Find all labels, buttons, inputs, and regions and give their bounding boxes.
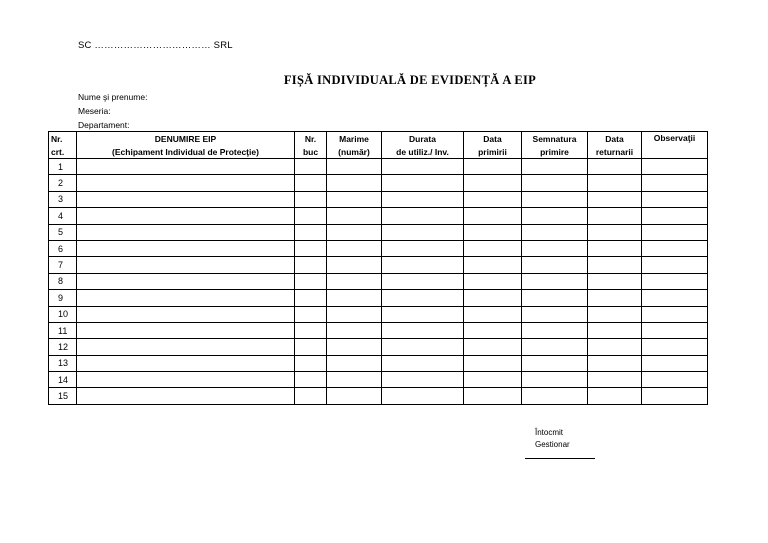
occupation-field-label: Meseria:	[78, 106, 111, 116]
table-cell	[295, 257, 327, 273]
table-row	[49, 290, 708, 306]
table-cell	[327, 372, 382, 388]
table-row	[49, 208, 708, 224]
header-durata-line2: de utiliz./ Inv.	[382, 145, 464, 159]
table-cell	[522, 240, 588, 256]
row-number: 9	[49, 290, 77, 306]
table-cell	[588, 191, 642, 207]
header-semnatura-line1: Semnatura	[522, 132, 588, 146]
row-number: 14	[49, 372, 77, 388]
table-cell	[588, 273, 642, 289]
table-cell	[295, 388, 327, 404]
table-cell	[382, 191, 464, 207]
table-cell	[382, 159, 464, 175]
table-cell	[382, 355, 464, 371]
table-cell	[327, 208, 382, 224]
table-cell	[77, 388, 295, 404]
table-cell	[295, 159, 327, 175]
table-cell	[464, 191, 522, 207]
table-cell	[382, 306, 464, 322]
table-cell	[522, 175, 588, 191]
company-name: SC ……………………………… SRL	[78, 40, 233, 51]
table-cell	[522, 372, 588, 388]
table-row	[49, 372, 708, 388]
table-cell	[642, 240, 708, 256]
table-cell	[77, 355, 295, 371]
table-cell	[77, 372, 295, 388]
table-cell	[77, 257, 295, 273]
table-row	[49, 355, 708, 371]
table-cell	[77, 208, 295, 224]
storekeeper-label: Gestionar	[535, 440, 570, 449]
table-cell	[464, 257, 522, 273]
table-cell	[522, 322, 588, 338]
table-cell	[522, 306, 588, 322]
table-cell	[588, 224, 642, 240]
table-cell	[77, 224, 295, 240]
table-cell	[522, 224, 588, 240]
row-number: 5	[49, 224, 77, 240]
table-cell	[77, 306, 295, 322]
table-cell	[77, 240, 295, 256]
table-cell	[522, 388, 588, 404]
table-cell	[464, 355, 522, 371]
table-row	[49, 339, 708, 355]
header-marime-line2: (număr)	[327, 145, 382, 159]
table-cell	[327, 388, 382, 404]
header-denumire-line2: (Echipament Individual de Protecţie)	[77, 145, 295, 159]
table-cell	[295, 339, 327, 355]
page-title: FIȘĂ INDIVIDUALĂ DE EVIDENȚĂ A EIP	[283, 73, 537, 87]
row-number: 1	[49, 159, 77, 175]
table-cell	[295, 240, 327, 256]
table-cell	[464, 290, 522, 306]
table-cell	[588, 388, 642, 404]
table-row	[49, 322, 708, 338]
table-cell	[522, 339, 588, 355]
table-row	[49, 257, 708, 273]
table-cell	[295, 290, 327, 306]
table-body	[49, 159, 708, 405]
table-cell	[77, 191, 295, 207]
table-cell	[464, 240, 522, 256]
table-cell	[327, 322, 382, 338]
table-row	[49, 273, 708, 289]
table-cell	[464, 339, 522, 355]
signature-line	[525, 458, 595, 459]
table-cell	[77, 175, 295, 191]
table-cell	[642, 208, 708, 224]
table-cell	[464, 159, 522, 175]
table-cell	[464, 306, 522, 322]
table-cell	[295, 322, 327, 338]
table-cell	[464, 224, 522, 240]
table-cell	[295, 224, 327, 240]
table-row	[49, 175, 708, 191]
name-field-label: Nume şi prenume:	[78, 92, 148, 102]
table-cell	[522, 273, 588, 289]
table-cell	[642, 306, 708, 322]
table-cell	[382, 257, 464, 273]
table-cell	[642, 339, 708, 355]
table-cell	[522, 159, 588, 175]
table-cell	[642, 388, 708, 404]
table-cell	[77, 339, 295, 355]
table-row	[49, 306, 708, 322]
table-cell	[382, 208, 464, 224]
table-cell	[522, 191, 588, 207]
row-number: 11	[49, 322, 77, 338]
header-nr-line2: crt.	[49, 145, 77, 159]
table-cell	[327, 257, 382, 273]
table-cell	[588, 159, 642, 175]
table-cell	[522, 208, 588, 224]
table-cell	[642, 257, 708, 273]
table-cell	[464, 322, 522, 338]
row-number: 12	[49, 339, 77, 355]
table-cell	[382, 290, 464, 306]
header-nr-line1: Nr.	[49, 132, 77, 146]
table-cell	[327, 339, 382, 355]
table-cell	[327, 175, 382, 191]
header-data-returnarii-line1: Data	[588, 132, 642, 146]
header-data-primirii-line2: primirii	[464, 145, 522, 159]
table-cell	[295, 372, 327, 388]
table-cell	[327, 159, 382, 175]
row-number: 13	[49, 355, 77, 371]
row-number: 6	[49, 240, 77, 256]
row-number: 8	[49, 273, 77, 289]
table-cell	[295, 306, 327, 322]
table-row	[49, 240, 708, 256]
table-cell	[382, 372, 464, 388]
header-buc-line2: buc	[295, 145, 327, 159]
table-row	[49, 191, 708, 207]
table-cell	[464, 372, 522, 388]
table-cell	[522, 257, 588, 273]
header-data-primirii-line1: Data	[464, 132, 522, 146]
table-row	[49, 224, 708, 240]
table-cell	[588, 372, 642, 388]
row-number: 4	[49, 208, 77, 224]
header-data-returnarii-line2: returnarii	[588, 145, 642, 159]
table-cell	[642, 191, 708, 207]
table-cell	[382, 240, 464, 256]
table-cell	[642, 372, 708, 388]
table-cell	[382, 388, 464, 404]
table-cell	[295, 355, 327, 371]
table-cell	[588, 339, 642, 355]
table-cell	[642, 175, 708, 191]
table-cell	[642, 355, 708, 371]
header-durata-line1: Durata	[382, 132, 464, 146]
table-cell	[295, 191, 327, 207]
row-number: 2	[49, 175, 77, 191]
row-number: 3	[49, 191, 77, 207]
eip-table	[48, 131, 708, 405]
table-cell	[588, 257, 642, 273]
table-cell	[327, 290, 382, 306]
table-cell	[327, 224, 382, 240]
table-cell	[522, 355, 588, 371]
table-cell	[642, 159, 708, 175]
table-cell	[295, 273, 327, 289]
table-cell	[77, 273, 295, 289]
prepared-by-label: Întocmit	[535, 428, 564, 437]
table-cell	[327, 273, 382, 289]
table-cell	[464, 175, 522, 191]
table-cell	[295, 175, 327, 191]
table-cell	[464, 273, 522, 289]
table-cell	[588, 208, 642, 224]
table-cell	[382, 322, 464, 338]
table-cell	[77, 159, 295, 175]
row-number: 7	[49, 257, 77, 273]
table-cell	[464, 208, 522, 224]
table-cell	[642, 273, 708, 289]
table-cell	[327, 240, 382, 256]
header-observatii: Observaţii	[642, 132, 708, 159]
department-field-label: Departament:	[78, 120, 130, 130]
header-buc-line1: Nr.	[295, 132, 327, 146]
table-cell	[77, 322, 295, 338]
table-row	[49, 388, 708, 404]
table-cell	[464, 388, 522, 404]
table-cell	[522, 290, 588, 306]
table-cell	[642, 224, 708, 240]
table-cell	[588, 355, 642, 371]
table-row	[49, 159, 708, 175]
table-cell	[382, 273, 464, 289]
table-cell	[588, 240, 642, 256]
table-cell	[588, 290, 642, 306]
header-marime-line1: Marime	[327, 132, 382, 146]
table-cell	[642, 290, 708, 306]
header-denumire-line1: DENUMIRE EIP	[77, 132, 295, 146]
table-cell	[642, 322, 708, 338]
table-cell	[295, 208, 327, 224]
table-cell	[327, 355, 382, 371]
table-cell	[588, 306, 642, 322]
table-cell	[327, 306, 382, 322]
header-semnatura-line2: primire	[522, 145, 588, 159]
table-cell	[382, 224, 464, 240]
table-cell	[382, 339, 464, 355]
table-cell	[327, 191, 382, 207]
table-cell	[588, 322, 642, 338]
table-cell	[77, 290, 295, 306]
table-cell	[382, 175, 464, 191]
table-cell	[588, 175, 642, 191]
row-number: 15	[49, 388, 77, 404]
table-header	[49, 132, 708, 159]
row-number: 10	[49, 306, 77, 322]
